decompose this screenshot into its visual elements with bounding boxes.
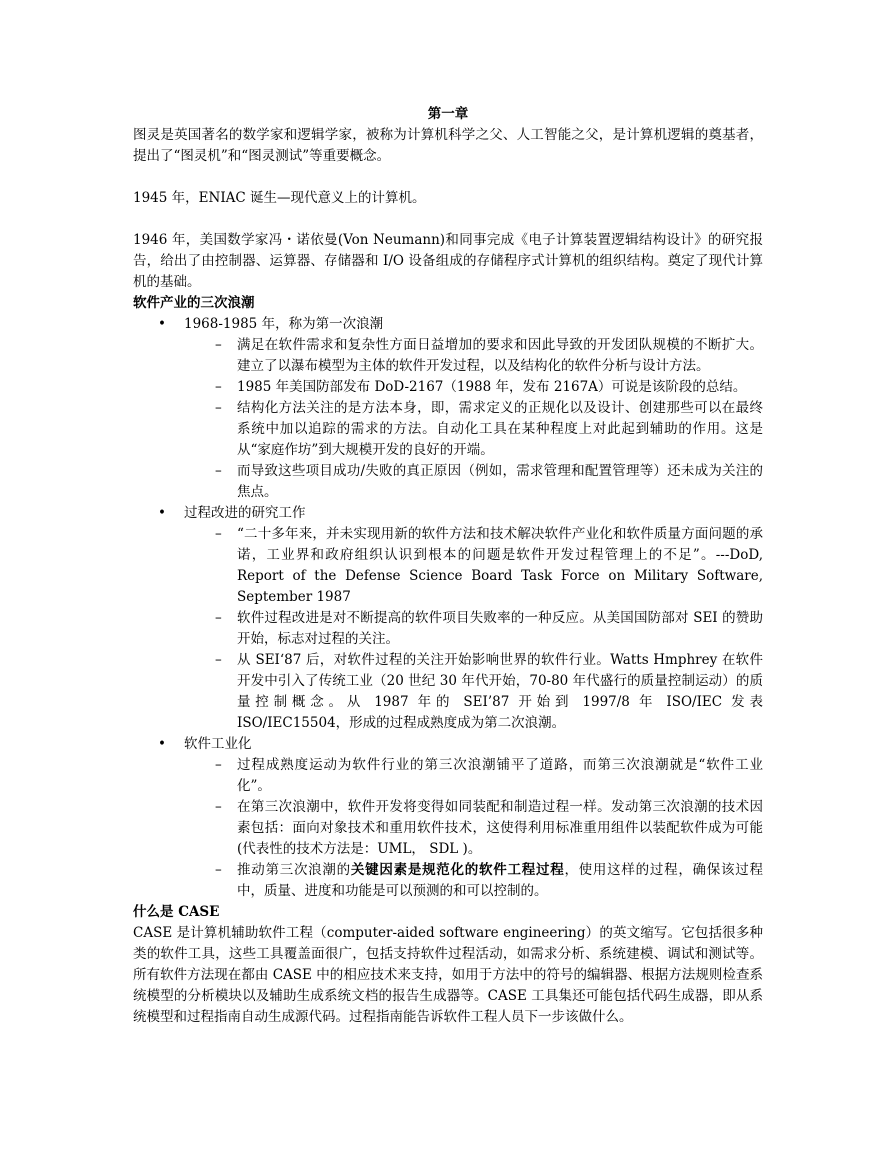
- sublist: [184, 335, 763, 503]
- sublist-item-text: 在第三次浪潮中，软件开发将变得如同装配和制造过程一样。发动第三次浪潮的技术因素包括：面向对象技术和重用软件技术，这使得利用标准重用组件以装配软件成为可能(代表性的技术方法是：UML， SDL )。: [237, 799, 763, 857]
- sublist-item: [215, 524, 763, 608]
- sublist: [184, 755, 763, 902]
- sublist-item: [215, 335, 763, 377]
- sublist-item-text: 软件过程改进是对不断提高的软件项目失败率的一种反应。从美国国防部对 SEI 的赞助开始，标志对过程的关注。: [237, 610, 763, 647]
- waves-list: [133, 314, 763, 902]
- paragraph-turing: 图灵是英国著名的数学家和逻辑学家，被称为计算机科学之父、人工智能之父，是计算机逻辑的奠基者，提出了“图灵机”和“图灵测试”等重要概念。: [133, 127, 763, 164]
- sublist-item: [215, 377, 763, 398]
- dash-icon: –: [215, 400, 222, 416]
- paragraph-gap: [133, 209, 763, 230]
- dash-icon: –: [215, 652, 222, 668]
- list-item-label: 过程改进的研究工作: [184, 505, 306, 521]
- sublist-item-text: 推动第三次浪潮的: [237, 862, 351, 878]
- dash-icon: –: [215, 862, 222, 878]
- list-item-label: 1968-1985 年，称为第一次浪潮: [184, 316, 384, 332]
- chapter-title: 第一章: [427, 106, 469, 122]
- bullet-icon: •: [158, 316, 166, 332]
- sublist-item-text: 从 SEI‘87 后，对软件过程的关注开始影响世界的软件行业。Watts Hmphrey 在软件开发中引入了传统工业（20 世纪 30 年代开始，70-80 年代盛行的质量控制运动）的质量控制概念。从 1987 年的 SEI’87 开始到 1997/8 年 ISO/IEC 发表 ISO/IEC15504，形成的过程成熟度成为第二次浪潮。: [237, 652, 763, 731]
- bullet-icon: •: [158, 505, 166, 521]
- sublist-item: [215, 860, 764, 902]
- sublist-item: [215, 755, 763, 797]
- sublist-item-text: 而导致这些项目成功/失败的真正原因（例如，需求管理和配置管理等）还未成为关注的焦点。: [237, 463, 763, 500]
- bullet-icon: •: [158, 736, 166, 752]
- sublist-item-text: ，使用这样的过程，确保该过程中，质量、进度和功能是可以预测的和可以控制的。: [237, 862, 764, 899]
- sublist: [184, 524, 763, 734]
- dash-icon: –: [215, 757, 222, 773]
- dash-icon: –: [215, 526, 222, 542]
- sublist-item-text: 1985 年美国防部发布 DoD-2167（1988 年，发布 2167A）可说是该阶段的总结。: [237, 379, 747, 395]
- sublist-item-text: 满足在软件需求和复杂性方面日益增加的要求和因此导致的开发团队规模的不断扩大。建立了以瀑布模型为主体的软件开发过程，以及结构化的软件分析与设计方法。: [237, 337, 763, 374]
- section-heading-three-waves: 软件产业的三次浪潮: [133, 295, 255, 311]
- sublist-item: [215, 650, 763, 734]
- dash-icon: –: [215, 337, 222, 353]
- paragraph-gap: [133, 167, 763, 188]
- dash-icon: –: [215, 463, 222, 479]
- sublist-item: [215, 461, 763, 503]
- document-page: [133, 104, 763, 1028]
- paragraph-eniac: 1945 年，ENIAC 诞生—现代意义上的计算机。: [133, 190, 426, 206]
- dash-icon: –: [215, 379, 222, 395]
- sublist-item-text: 过程成熟度运动为软件行业的第三次浪潮铺平了道路，而第三次浪潮就是“软件工业化”。: [237, 757, 763, 794]
- list-item-process-improvement: [133, 503, 763, 734]
- paragraph-case: CASE 是计算机辅助软件工程（computer-aided software engineering）的英文缩写。它包括很多种类的软件工具，这些工具覆盖面很广，包括支持软件过程活动，如需求分析、系统建模、调试和测试等。所有软件方法现在都由 CASE 中的相应技术来支持，如用于方法中的符号的编辑器、根据方法规则检查系统模型的分析模块以及辅助生成系统文档的报告生成器等。CASE 工具集还可能包括代码生成器，即从系统模型和过程指南自动生成源代码。过程指南能告诉软件工程人员下一步该做什么。: [133, 925, 763, 1025]
- list-item-label: 软件工业化: [184, 736, 252, 752]
- paragraph-von-neumann: 1946 年，美国数学家冯・诺依曼(Von Neumann)和同事完成《电子计算装置逻辑结构设计》的研究报告，给出了由控制器、运算器、存储器和 I/O 设备组成的存储程序式计算机的组织结构。奠定了现代计算机的基础。: [133, 232, 763, 290]
- dash-icon: –: [215, 799, 222, 815]
- sublist-item-text: 结构化方法关注的是方法本身，即，需求定义的正规化以及设计、创建那些可以在最终系统中加以追踪的需求的方法。自动化工具在某种程度上对此起到辅助的作用。这是从“家庭作坊”到大规模开发的良好的开端。: [237, 400, 763, 458]
- dash-icon: –: [215, 610, 222, 626]
- sublist-item: [215, 608, 763, 650]
- emphasis-text: 关键因素是规范化的软件工程过程: [350, 862, 565, 878]
- sublist-item: [215, 797, 763, 860]
- list-item-software-industrialization: [133, 734, 763, 902]
- sublist-item: [215, 398, 763, 461]
- sublist-item-text: “二十多年来，并未实现用新的软件方法和技术解决软件产业化和软件质量方面问题的承诺，工业界和政府组织认识到根本的问题是软件开发过程管理上的不足”。---DoD, Report of the Defense Science Board Task Force on Military Software, September 1987: [237, 526, 763, 605]
- list-item-first-wave: [133, 314, 763, 503]
- section-heading-case: 什么是 CASE: [133, 904, 220, 920]
